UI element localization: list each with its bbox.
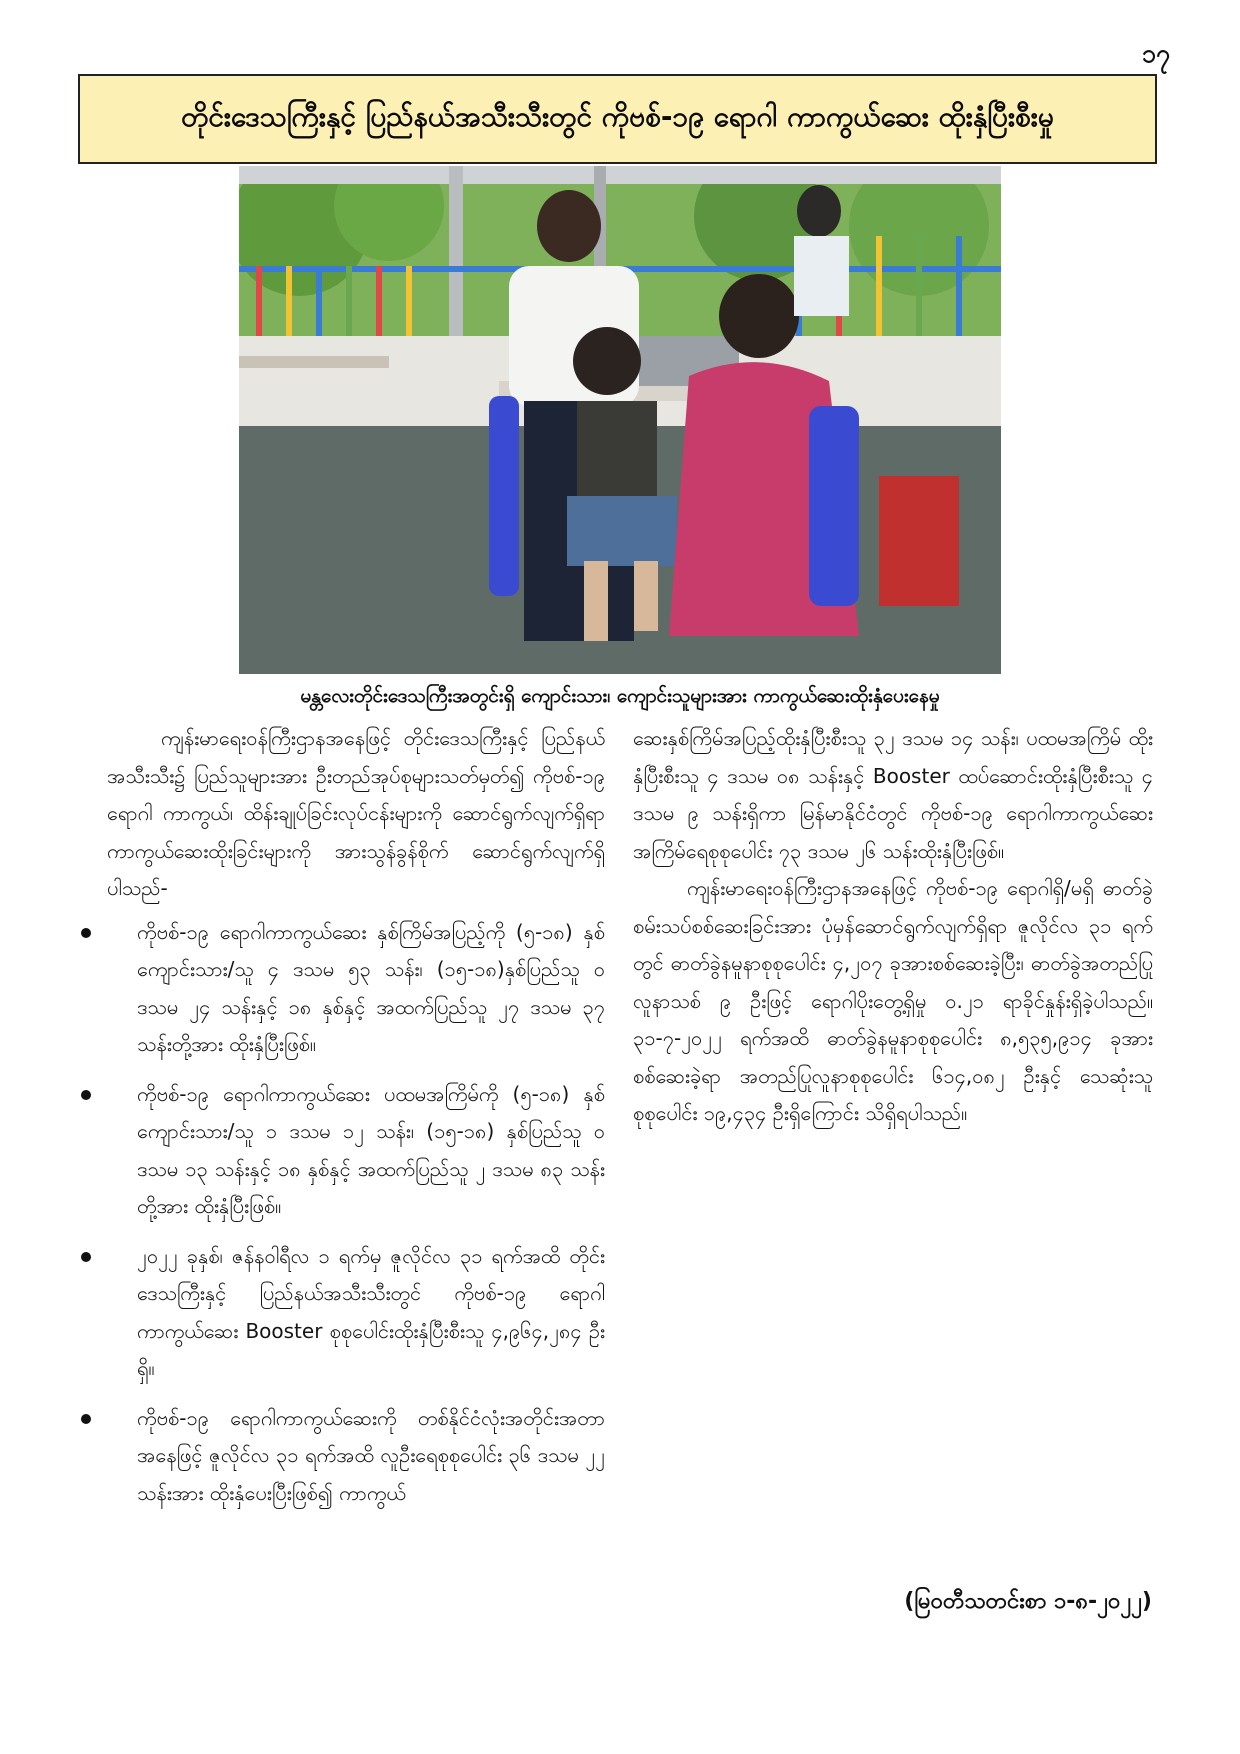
bullet-icon	[81, 1252, 91, 1262]
intro-paragraph: ကျန်းမာရေးဝန်ကြီးဌာနအနေဖြင့် တိုင်းဒေသကြီးနှင့် ပြည်နယ်အသီးသီး၌ ပြည်သူများအား ဦးတည်အုပ်စုများသတ်မှတ်၍ ကိုဗစ်-၁၉ ရောဂါ ကာကွယ်၊ ထိန်းချုပ်ခြင်းလုပ်ငန်းများကို ဆောင်ရွက်လျက်ရှိရာ ကာကွယ်ဆေးထိုးခြင်းများကို အားသွန်ခွန်စိုက် ဆောင်ရွက်လျက်ရှိပါသည်-	[107, 726, 605, 900]
list-item	[107, 1400, 605, 1513]
title-banner	[78, 74, 1157, 164]
page-number: ၁၇	[1141, 39, 1170, 68]
vaccination-photo	[239, 166, 1001, 674]
list-item	[107, 1238, 605, 1388]
bullet-text: ကိုဗစ်-၁၉ ရောဂါကာကွယ်ဆေး ပထမအကြိမ်ကို (၅-၁၈) နှစ်ကျောင်းသား/သူ ၁ ဒသမ ၁၂ သန်း၊ (၁၅-၁၈) နှစ်ပြည်သူ ၀ ဒသမ ၁၃ သန်းနှင့် ၁၈ နှစ်နှင့် အထက်ပြည်သူ ၂ ဒသမ ၈၃ သန်းတို့အား ထိုးနှံပြီးဖြစ်။	[137, 1081, 605, 1218]
source-note: (မြဝတီသတင်းစာ ၁-၈-၂၀၂၂)	[904, 1589, 1152, 1614]
continuation-paragraph: ဆေးနှစ်ကြိမ်အပြည့်ထိုးနှံပြီးစီးသူ ၃၂ ဒသမ ၁၄ သန်း၊ ပထမအကြိမ် ထိုးနှံပြီးစီးသူ ၄ ဒသမ ဝ၈ သန်းနှင့် Booster ထပ်ဆောင်းထိုးနှံပြီးစီးသူ ၄ ဒသမ ၉ သန်းရှိကာ မြန်မာနိုင်ငံတွင် ကိုဗစ်-၁၉ ရောဂါကာကွယ်ဆေးအကြိမ်ရေစုစုပေါင်း ၇၃ ဒသမ ၂၆ သန်းထိုးနှံပြီးဖြစ်။	[633, 726, 1153, 863]
left-column	[107, 720, 605, 1524]
bullet-text: ကိုဗစ်-၁၉ ရောဂါကာကွယ်ဆေး နှစ်ကြိမ်အပြည့်ကို (၅-၁၈) နှစ်ကျောင်းသား/သူ ၄ ဒသမ ၅၃ သန်း၊ (၁၅-၁၈)နှစ်ပြည်သူ ၀ ဒသမ ၂၄ သန်းနှင့် ၁၈ နှစ်နှင့် အထက်ပြည်သူ ၂၇ ဒသမ ၃၇ သန်းတို့အား ထိုးနှံပြီးဖြစ်။	[137, 919, 605, 1056]
bullet-list	[107, 914, 605, 1513]
testing-paragraph: ကျန်းမာရေးဝန်ကြီးဌာနအနေဖြင့် ကိုဗစ်-၁၉ ရောဂါရှိ/မရှိ ဓာတ်ခွဲစမ်းသပ်စစ်ဆေးခြင်းအား ပုံမှန်ဆောင်ရွက်လျက်ရှိရာ ဇူလိုင်လ ၃၁ ရက်တွင် ဓာတ်ခွဲနမူနာစုစုပေါင်း ၄,၂၀၇ ခုအားစစ်ဆေးခဲ့ပြီး၊ ဓာတ်ခွဲအတည်ပြုလူနာသစ် ၉ ဦးဖြင့် ရောဂါပိုးတွေ့ရှိမှု ၀.၂၁ ရာခိုင်နှုန်းရှိခဲ့ပါသည်။ ၃၁-၇-၂၀၂၂ ရက်အထိ ဓာတ်ခွဲနမူနာစုစုပေါင်း ၈,၅၃၅,၉၁၄ ခုအား စစ်ဆေးခဲ့ရာ အတည်ပြုလူနာစုစုပေါင်း ၆၁၄,၀၈၂ ဦးနှင့် သေဆုံးသူစုစုပေါင်း ၁၉,၄၃၄ ဦးရှိကြောင်း သိရှိရပါသည်။	[633, 876, 1153, 1125]
photo-caption: မန္တလေးတိုင်းဒေသကြီးအတွင်းရှိ ကျောင်းသား၊ ကျောင်းသူများအား ကာကွယ်ဆေးထိုးနှံပေးနေမှု	[300, 685, 940, 707]
list-item	[107, 914, 605, 1064]
bullet-icon	[81, 1090, 91, 1100]
bullet-icon	[81, 928, 91, 938]
bullet-icon	[81, 1414, 91, 1424]
right-column	[633, 720, 1153, 1133]
page-title: တိုင်းဒေသကြီးနှင့် ပြည်နယ်အသီးသီးတွင် ကိုဗစ်-၁၉ ရောဂါ ကာကွယ်ဆေး ထိုးနှံပြီးစီးမှု	[181, 100, 1054, 133]
list-item	[107, 1076, 605, 1226]
bullet-text: ၂၀၂၂ ခုနှစ်၊ ဇန်နဝါရီလ ၁ ရက်မှ ဇူလိုင်လ ၃၁ ရက်အထိ တိုင်းဒေသကြီးနှင့် ပြည်နယ်အသီးသီးတွင် ကိုဗစ်-၁၉ ရောဂါကာကွယ်ဆေး Booster စုစုပေါင်းထိုးနှံပြီးစီးသူ ၄,၉၆၄,၂၈၄ ဦးရှိ။	[137, 1243, 605, 1380]
bullet-text: ကိုဗစ်-၁၉ ရောဂါကာကွယ်ဆေးကို တစ်နိုင်ငံလုံးအတိုင်းအတာအနေဖြင့် ဇူလိုင်လ ၃၁ ရက်အထိ လူဦးရေစုစုပေါင်း ၃၆ ဒသမ ၂၂ သန်းအား ထိုးနှံပေးပြီးဖြစ်၍ ကာကွယ်	[137, 1405, 605, 1505]
